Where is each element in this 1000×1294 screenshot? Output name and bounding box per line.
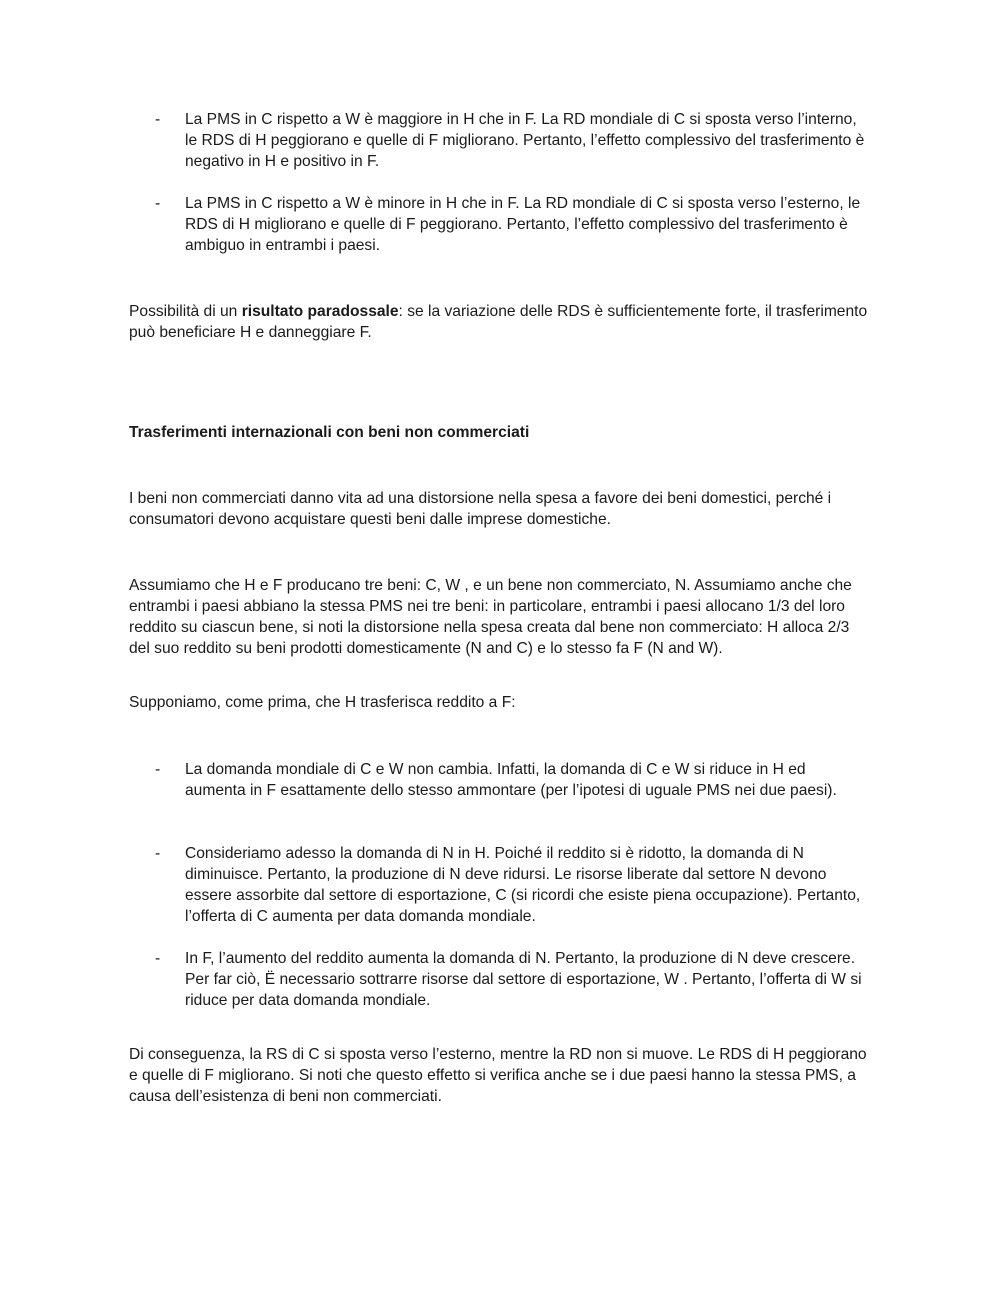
paradox-prefix: Possibilità di un	[129, 303, 242, 320]
list-item-text: La PMS in C rispetto a W è minore in H che in F. La RD mondiale di C si sposta verso l’esterno, le RDS di H migliorano e quelle di F peggiorano. Pertanto, l’effetto complessivo del trasferimento è ambiguo in entrambi i paesi.	[185, 195, 861, 254]
paragraph: Supponiamo, come prima, che H trasferisca reddito a F:	[129, 694, 516, 711]
section-heading: Trasferimenti internazionali con beni non commerciati	[129, 424, 530, 441]
paragraph: I beni non commerciati danno vita ad una distorsione nella spesa a favore dei beni domestici, perché i consumatori devono acquistare questi beni dalle imprese domestiche.	[129, 490, 832, 528]
bullet-dash: -	[155, 195, 161, 212]
bullet-dash: -	[155, 761, 161, 778]
paragraph: Assumiamo che H e F producano tre beni: C, W , e un bene non commerciato, N. Assumiamo anche che entrambi i paesi abbiano la stessa PMS nei tre beni: in particolare, entrambi i paesi allocano 1/3 del loro reddito su ciascun bene, si noti la distorsione nella spesa creata dal bene non commerciato: H alloca 2/3 del suo reddito su beni prodotti domesticamente (N and C) e lo stesso fa F (N and W).	[129, 577, 852, 657]
paradox-paragraph	[129, 301, 869, 343]
list-item-text: Consideriamo adesso la domanda di N in H. Poiché il reddito si è ridotto, la domanda di N diminuisce. Pertanto, la produzione di N deve ridursi. Le risorse liberate dal settore N devono essere assorbite dal settore di esportazione, C (si ricordi che esiste piena occupazione). Pertanto, l’offerta di C aumenta per data domanda mondiale.	[185, 845, 861, 925]
conclusion-paragraph: Di conseguenza, la RS di C si sposta verso l’esterno, mentre la RD non si muove. Le RDS di H peggiorano e quelle di F migliorano. Si noti che questo effetto si verifica anche se i due paesi hanno la stessa PMS, a causa dell’esistenza di beni non commerciati.	[129, 1046, 867, 1105]
bullet-dash: -	[155, 950, 161, 967]
paradox-suffix: : se la variazione delle RDS è sufficientemente forte, il trasferimento può beneficiare H e danneggiare F.	[129, 303, 868, 341]
bullet-dash: -	[155, 111, 161, 128]
paradox-bold: risultato paradossale	[241, 303, 399, 320]
bullet-dash: -	[155, 845, 161, 862]
list-item-text: La PMS in C rispetto a W è maggiore in H che in F. La RD mondiale di C si sposta verso l’interno, le RDS di H peggiorano e quelle di F migliorano. Pertanto, l’effetto complessivo del trasferimento è negativo in H e positivo in F.	[185, 111, 865, 170]
list-item-text: La domanda mondiale di C e W non cambia. Infatti, la domanda di C e W si riduce in H ed aumenta in F esattamente dello stesso ammontare (per l’ipotesi di uguale PMS nei due paesi).	[185, 761, 837, 799]
list-item-text: In F, l’aumento del reddito aumenta la domanda di N. Pertanto, la produzione di N deve crescere. Per far ciò, Ë necessario sottrarre risorse dal settore di esportazione, W . Pertanto, l’offerta di W si riduce per data domanda mondiale.	[185, 950, 862, 1009]
